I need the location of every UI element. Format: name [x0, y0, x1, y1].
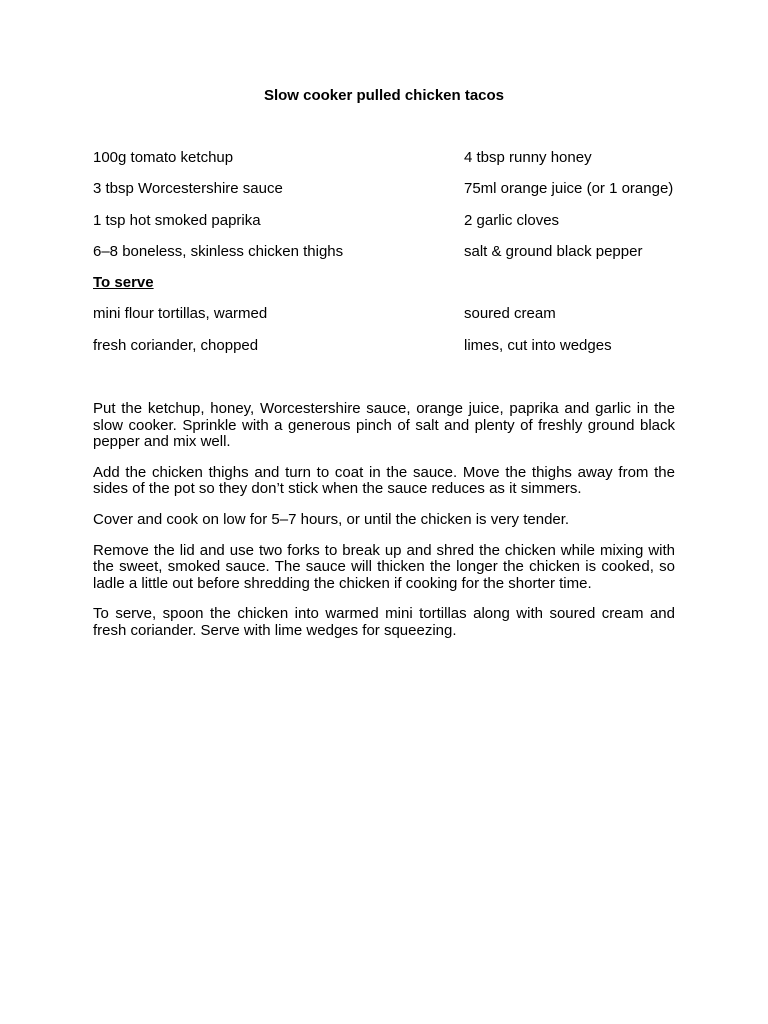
method-step: Remove the lid and use two forks to break up and shred the chicken while mixing with the sweet, smoked sauce. The sauce will thicken the longer the chicken is cooked, so ladle a little out before shredding the chicken if cooking for the shorter time. [93, 541, 675, 592]
ingredient-item: 2 garlic cloves [464, 211, 560, 229]
ingredient-row [93, 212, 693, 243]
ingredient-item: salt & ground black pepper [464, 242, 643, 260]
ingredient-item: 6–8 boneless, skinless chicken thighs [93, 242, 344, 260]
method-step: Add the chicken thighs and turn to coat in the sauce. Move the thighs away from the sides of the pot so they don’t stick when the sauce reduces as it simmers. [93, 463, 675, 498]
serve-row [93, 305, 693, 336]
serve-item: mini flour tortillas, warmed [93, 305, 268, 323]
ingredient-row [93, 180, 693, 211]
serve-item: soured cream [464, 305, 556, 323]
serve-row [93, 337, 693, 368]
serve-item: limes, cut into wedges [464, 336, 612, 354]
ingredient-item: 3 tbsp Worcestershire sauce [93, 180, 283, 198]
ingredient-item: 1 tsp hot smoked paprika [93, 211, 261, 229]
ingredient-row [93, 243, 693, 274]
recipe-title: Slow cooker pulled chicken tacos [263, 87, 505, 104]
ingredient-item: 100g tomato ketchup [93, 149, 234, 166]
ingredient-item: 4 tbsp runny honey [464, 149, 592, 166]
serve-heading-row [93, 274, 693, 305]
method-step: Cover and cook on low for 5–7 hours, or until the chicken is very tender. [93, 510, 570, 528]
ingredients-list [93, 149, 693, 368]
method-step: To serve, spoon the chicken into warmed mini tortillas along with soured cream and fresh coriander. Serve with lime wedges for squeezing. [93, 605, 675, 639]
serve-heading: To serve [93, 274, 154, 292]
method-step: Put the ketchup, honey, Worcestershire sauce, orange juice, paprika and garlic in the slow cooker. Sprinkle with a generous pinch of salt and plenty of freshly ground black pepper and mix well. [93, 400, 675, 451]
method-section [93, 401, 675, 654]
ingredient-row [93, 149, 693, 180]
serve-item: fresh coriander, chopped [93, 336, 259, 354]
ingredient-item: 75ml orange juice (or 1 orange) [464, 180, 674, 198]
